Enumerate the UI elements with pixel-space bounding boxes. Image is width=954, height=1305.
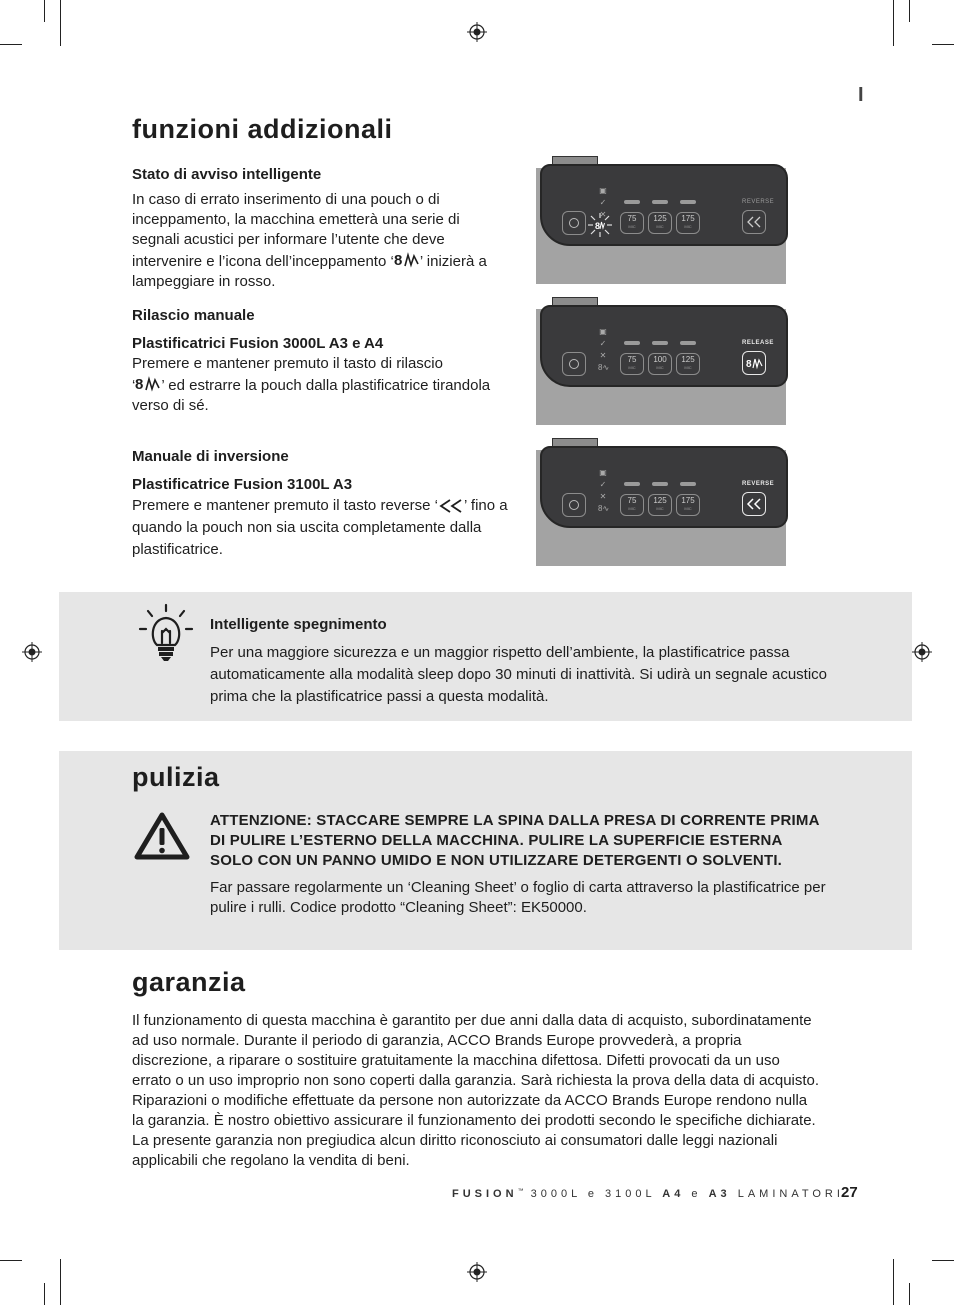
svg-text:8: 8	[746, 359, 752, 370]
temp-button-1: 75 MIC	[620, 353, 644, 375]
reverse-button-icon	[742, 492, 766, 516]
registration-mark-icon	[22, 642, 42, 662]
cross-icon: ✕	[599, 492, 607, 501]
control-panel-illustration-2	[536, 297, 786, 425]
svg-text:8: 8	[135, 376, 144, 393]
lightbulb-icon	[138, 603, 194, 663]
language-marker: I	[858, 84, 864, 106]
control-panel-illustration-3	[536, 438, 786, 566]
cross-icon: ✕	[599, 351, 607, 360]
garanzia-text: Il funzionamento di questa macchina è garantito per due anni dalla data di acquisto, subordinatamente ad uso normale. Durante il periodo di garanzia, ACCO Brands Europe provvederà, a propria discrezione, a riparare o sostituire gratuitamente la macchina difettosa. Difetti provocati da un uso errato o un uso improprio non sono coperti dalla garanzia. Sarà richiesta la prova della data di acquisto. Riparazioni o modifiche effettuate da persone non autorizzate da ACCO Brands Europe rendono nulla la garanzia. È nostro obiettivo assicurare il funzionamento dei prodotti secondo le specifiche dichiarate. La presente garanzia non pregiudica alcun diritto riconosciuto ai consumatori dalle leggi nazionali applicabili che regolano la vendita di beni.	[132, 1012, 820, 1169]
power-button-icon	[562, 493, 586, 517]
section-title-pulizia: pulizia	[132, 762, 220, 792]
control-panel-illustration-1	[536, 156, 786, 284]
release-label: RELEASE	[742, 340, 774, 346]
rilascio-heading: Rilascio manuale	[132, 307, 255, 324]
spegnimento-text: Per una maggiore sicurezza e un maggior rispetto dell’ambiente, la plastificatrice passa automaticamente alla modalità sleep dopo 30 minuti di inattività. Si udirà un segnale acustico prima che la plastificatrice passi a questa modalità.	[210, 644, 828, 705]
chevrons-left-icon	[438, 498, 464, 514]
footer-conj: e	[691, 1188, 702, 1200]
check-icon: ✓	[599, 339, 607, 348]
power-button-icon	[562, 211, 586, 235]
rilascio-text	[132, 354, 507, 416]
temp-button-2: 125 MIC	[648, 212, 672, 234]
temp-button-1: 75 MIC	[620, 494, 644, 516]
warning-triangle-icon	[133, 811, 191, 861]
footer-a4: A4	[662, 1188, 685, 1200]
check-icon: ✓	[599, 198, 607, 207]
inversione-subheading: Plastificatrice Fusion 3100L A3	[132, 476, 353, 493]
svg-text:8: 8	[595, 221, 601, 231]
rilascio-block	[132, 306, 507, 416]
inversione-text-before: Premere e mantener premuto il tasto reverse ‘	[132, 497, 438, 514]
avviso-text	[132, 190, 507, 292]
svg-text:8: 8	[393, 252, 403, 269]
temp-button-2: 125 MIC	[648, 494, 672, 516]
jam-icon	[394, 250, 420, 270]
inversione-text	[132, 495, 510, 561]
registration-mark-icon	[467, 1262, 487, 1282]
inversione-block	[132, 447, 510, 561]
avviso-heading: Stato di avviso intelligente	[132, 166, 322, 183]
section-title-funzioni: funzioni addizionali	[132, 114, 393, 144]
reverse-button-icon	[742, 210, 766, 234]
temp-button-3: 125 MIC	[676, 353, 700, 375]
rilascio-subheading: Plastificatrici Fusion 3000L A3 e A4	[132, 335, 384, 352]
pulizia-block	[210, 811, 826, 918]
footer-suffix: LAMINATORI	[737, 1188, 844, 1200]
pouch-status-icon: ▣	[599, 186, 607, 195]
avviso-text-after: ’ inizierà a lampeggiare in rosso.	[132, 253, 487, 290]
temp-button-2: 100 MIC	[648, 353, 672, 375]
check-icon: ✓	[599, 480, 607, 489]
jam-icon: 8∿	[598, 504, 610, 513]
temp-button-3: 175 MIC	[676, 494, 700, 516]
power-button-icon	[562, 352, 586, 376]
avviso-text-before: In caso di errato inserimento di una pouch o di inceppamento, la macchina emetterà una serie di segnali acustici per informare l’utente che deve intervenire e l’icona dell’inceppamento ‘	[132, 191, 460, 270]
inversione-text-after: ’ fino a quando la pouch non sia uscita completamente dalla plastificatrice.	[132, 497, 508, 558]
jam-icon	[135, 374, 161, 394]
jam-icon-flashing	[587, 212, 613, 238]
spegnimento-block	[210, 615, 830, 708]
inversione-heading: Manuale di inversione	[132, 448, 289, 465]
rilascio-text-line1: Premere e mantener premuto il tasto di rilascio	[132, 355, 443, 372]
temp-button-1: 75 MIC	[620, 212, 644, 234]
pulizia-warning: ATTENZIONE: STACCARE SEMPRE LA SPINA DALLA PRESA DI CORRENTE PRIMA DI PULIRE L’ESTERNO DELLA MACCHINA. PULIRE LA SUPERFICIE ESTERNA SOLO CON UN PANNO UMIDO E NON UTILIZZARE DETERGENTI O SOLVENTI.	[210, 812, 820, 869]
pulizia-text: Far passare regolarmente un ‘Cleaning Sheet’ o foglio di carta attraverso la plastificatrice per pulire i rulli. Codice prodotto “Cleaning Sheet”: EK50000.	[210, 879, 826, 916]
cross-icon: ✕	[599, 210, 607, 219]
footer-tm: ™	[517, 1188, 524, 1195]
section-title-garanzia: garanzia	[132, 967, 246, 997]
rilascio-text-before: ‘	[132, 377, 136, 394]
release-button-icon	[742, 351, 766, 375]
avviso-block	[132, 165, 507, 292]
page-number: 27	[841, 1184, 858, 1201]
footer-a3: A3	[708, 1188, 731, 1200]
reverse-label: REVERSE	[742, 481, 775, 487]
registration-mark-icon	[912, 642, 932, 662]
temp-button-3: 175 MIC	[676, 212, 700, 234]
page-footer	[452, 1188, 844, 1200]
pouch-status-icon: ▣	[599, 327, 607, 336]
jam-icon: 8∿	[598, 363, 610, 372]
spegnimento-heading: Intelligente spegnimento	[210, 616, 387, 633]
footer-models: 3000L e 3100L	[530, 1188, 656, 1200]
reverse-label: REVERSE	[742, 199, 775, 205]
pouch-status-icon: ▣	[599, 468, 607, 477]
registration-mark-icon	[467, 22, 487, 42]
rilascio-text-after: ’ ed estrarre la pouch dalla plastificatrice tirandola verso di sé.	[132, 377, 491, 414]
footer-brand: FUSION	[452, 1188, 518, 1200]
